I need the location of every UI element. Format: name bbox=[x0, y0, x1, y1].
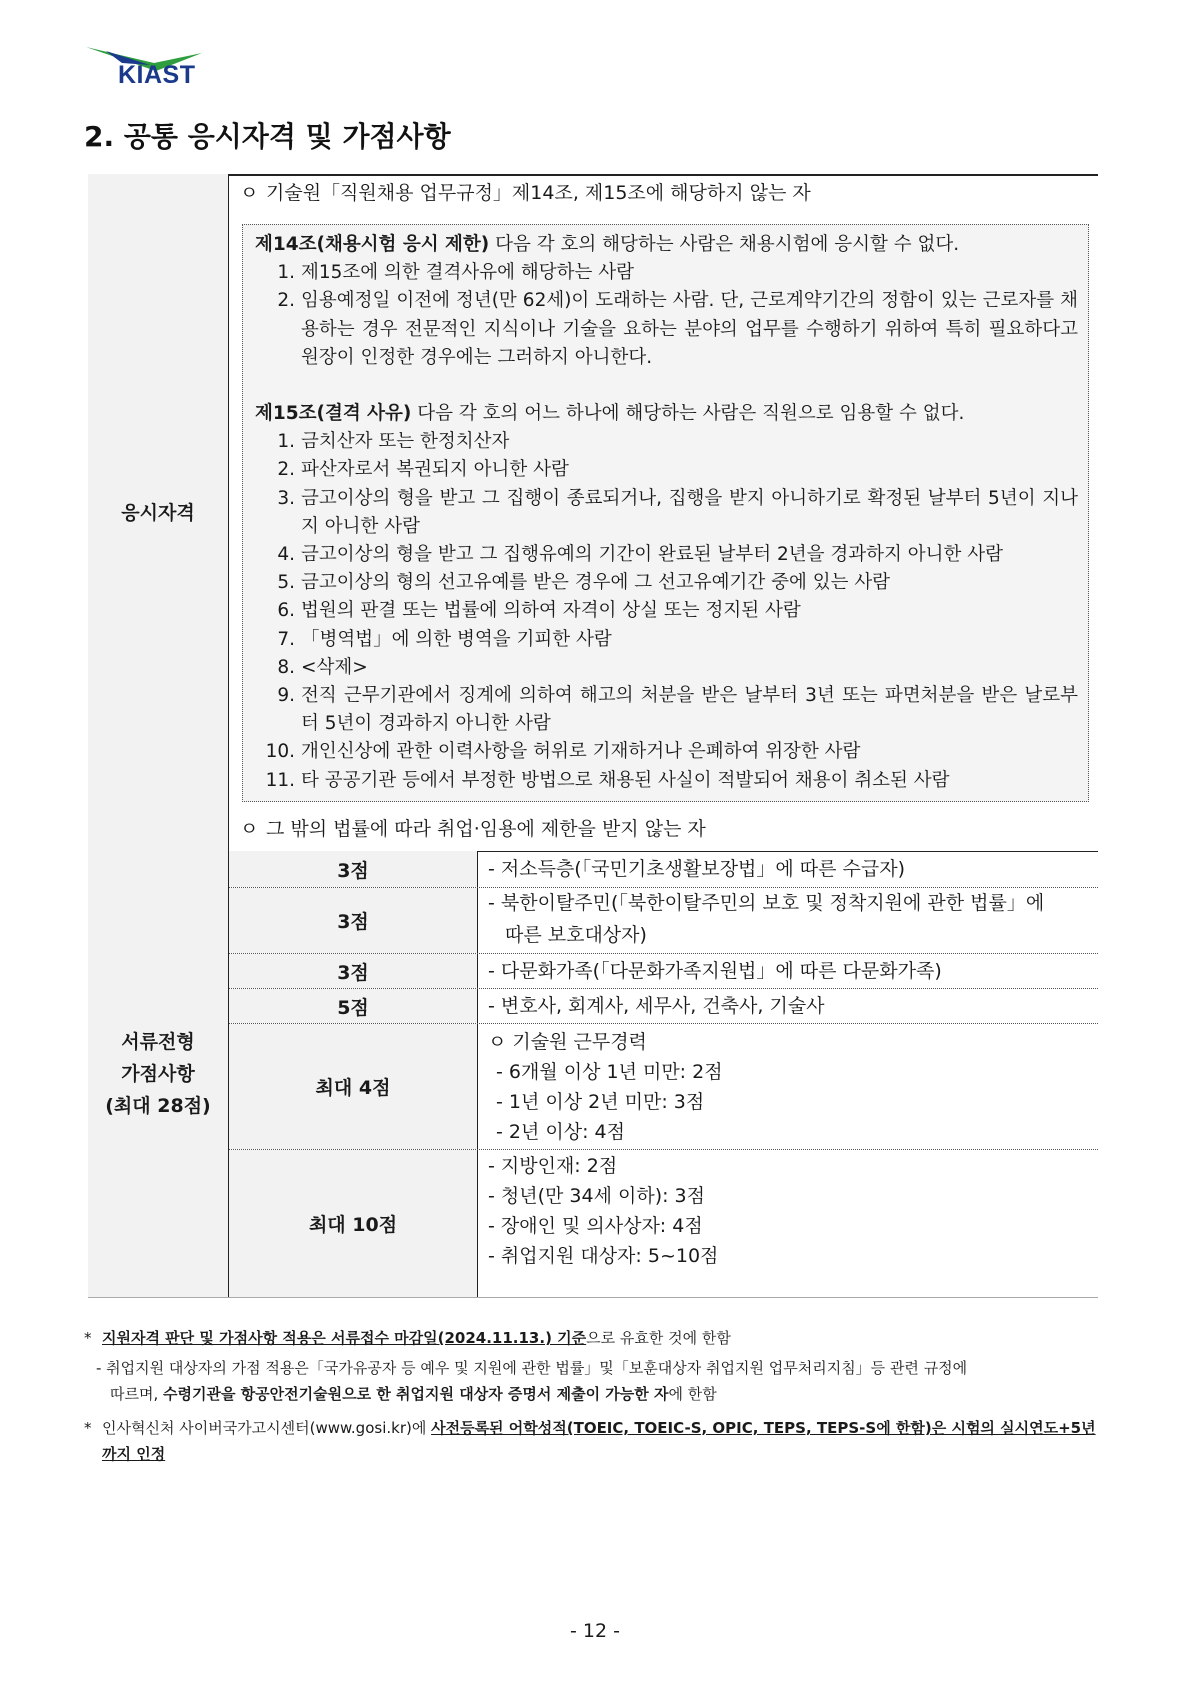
article-15-intro: 다음 각 호의 어느 하나에 해당하는 사람은 직원으로 임용할 수 없다. bbox=[411, 403, 965, 425]
description-line: - 2년 이상: 4점 bbox=[496, 1121, 625, 1143]
article-14-intro: 다음 각 호의 해당하는 사람은 채용시험에 응시할 수 없다. bbox=[489, 234, 960, 255]
list-item bbox=[255, 428, 1078, 456]
item-number: 1. bbox=[277, 262, 295, 284]
article-14-title: 제14조(채용시험 응시 제한) bbox=[255, 234, 490, 255]
points-cell: 3점 bbox=[229, 954, 478, 988]
circle-bullet-icon: ㅇ bbox=[240, 818, 259, 840]
item-number: 11. bbox=[265, 769, 295, 791]
item-text: 파산자로서 복권되지 아니한 사람 bbox=[301, 459, 569, 481]
circle-bullet-icon: ㅇ bbox=[240, 182, 259, 204]
footnote-text: 으로 유효한 것에 한함 bbox=[586, 1329, 731, 1347]
description-line: - 저소득층(「국민기초생활보장법」에 따른 수급자) bbox=[488, 858, 906, 880]
item-text: 금치산자 또는 한정치산자 bbox=[301, 431, 510, 453]
footnote-emphasis: 까지 인정 bbox=[102, 1445, 166, 1463]
list-item bbox=[255, 682, 1078, 738]
article-15-items bbox=[255, 428, 1078, 795]
footnote-marker: * bbox=[84, 1329, 92, 1347]
item-number: 4. bbox=[277, 544, 295, 566]
list-item bbox=[255, 626, 1078, 654]
footnote-text: 따르며, bbox=[110, 1385, 164, 1403]
list-item bbox=[255, 738, 1078, 766]
points-cell: 5점 bbox=[229, 989, 478, 1023]
description-line: - 지방인재: 2점 bbox=[488, 1155, 618, 1177]
item-number: 1. bbox=[277, 431, 295, 453]
footnote-text: 인사혁신처 사이버국가고시센터(www.gosi.kr)에 bbox=[102, 1419, 432, 1437]
bonus-description bbox=[488, 1027, 1088, 1147]
description-line: - 취업지원 대상자: 5~10점 bbox=[488, 1245, 719, 1267]
footnote-2-cont bbox=[84, 1381, 1114, 1407]
item-number: 2. bbox=[277, 459, 295, 481]
item-number: 3. bbox=[277, 487, 295, 509]
item-number: 7. bbox=[277, 628, 295, 650]
description-line: - 북한이탈주민(「북한이탈주민의 보호 및 정착지원에 관한 법률」에 bbox=[488, 892, 1045, 914]
bonus-label-line: (최대 28점) bbox=[105, 1095, 211, 1117]
description-line: - 변호사, 회계사, 세무사, 건축사, 기술사 bbox=[488, 995, 825, 1017]
item-number: 9. bbox=[277, 685, 295, 707]
footnote-marker: * bbox=[84, 1419, 92, 1437]
bonus-label bbox=[88, 851, 229, 1297]
footnote-2 bbox=[84, 1355, 1114, 1381]
article-14-items bbox=[255, 259, 1078, 372]
item-text: 금고이상의 형의 선고유예를 받은 경우에 그 선고유예기간 중에 있는 사람 bbox=[301, 572, 891, 594]
list-item bbox=[255, 287, 1078, 372]
list-item bbox=[255, 259, 1078, 287]
item-text: <삭제> bbox=[301, 656, 368, 678]
item-text: 금고이상의 형을 받고 그 집행유예의 기간이 완료된 날부터 2년을 경과하지 아니한 사람 bbox=[301, 544, 1003, 566]
bonus-description bbox=[488, 853, 1088, 885]
item-number: 6. bbox=[277, 600, 295, 622]
description-line: - 장애인 및 의사상자: 4점 bbox=[488, 1215, 703, 1237]
item-text: 개인신상에 관한 이력사항을 허위로 기재하거나 은폐하여 위장한 사람 bbox=[301, 741, 861, 763]
list-item bbox=[255, 597, 1078, 625]
item-number: 5. bbox=[277, 572, 295, 594]
footnote-3 bbox=[84, 1415, 1114, 1441]
footnote-emphasis: 수령기관을 항공안전기술원으로 한 취업지원 대상자 증명서 제출이 가능한 자 bbox=[163, 1385, 669, 1403]
points-cell: 최대 4점 bbox=[229, 1024, 478, 1149]
item-text: 전직 근무기관에서 징계에 의하여 해고의 처분을 받은 날부터 3년 또는 파면처분을 받은 날로부터 5년이 경과하지 아니한 사람 bbox=[301, 685, 1078, 735]
list-item bbox=[255, 654, 1078, 682]
footnote-emphasis: 사전등록된 어학성적(TOEIC, TOEIC-S, OPIC, TEPS, TEPS-S에 한함)은 시험의 실시연도+5년 bbox=[431, 1419, 1096, 1437]
footnote-1 bbox=[84, 1325, 1114, 1351]
article-14-heading bbox=[255, 231, 1078, 259]
footnote-3-cont bbox=[84, 1441, 1114, 1467]
bonus-label-line: 가점사항 bbox=[121, 1063, 195, 1085]
description-line: 따른 보호대상자) bbox=[505, 924, 647, 946]
item-number: 2. bbox=[277, 290, 295, 312]
item-text: 법원의 판결 또는 법률에 의하여 자격이 상실 또는 정지된 사람 bbox=[301, 600, 801, 622]
bullet-text: 기술원「직원채용 업무규정」제14조, 제15조에 해당하지 않는 자 bbox=[266, 182, 811, 204]
item-text: 금고이상의 형을 받고 그 집행이 종료되거나, 집행을 받지 아니하기로 확정된 날부터 5년이 지나지 아니한 사람 bbox=[301, 487, 1078, 537]
regulation-excerpt-box bbox=[242, 224, 1089, 802]
article-15-heading bbox=[255, 400, 1078, 428]
description-line: - 1년 이상 2년 미만: 3점 bbox=[496, 1091, 705, 1113]
list-item bbox=[255, 485, 1078, 541]
qualification-section bbox=[88, 174, 1098, 851]
bullet-text: 그 밖의 법률에 따라 취업·임용에 제한을 받지 않는 자 bbox=[266, 818, 706, 840]
qualification-bullet-2 bbox=[240, 816, 706, 842]
footnote-text: - 취업지원 대상자의 가점 적용은「국가유공자 등 예우 및 지원에 관한 법률」및「보훈대상자 취업지원 업무처리지침」등 관련 규정에 bbox=[96, 1359, 968, 1377]
list-item bbox=[255, 541, 1078, 569]
bonus-description bbox=[488, 1151, 1088, 1271]
item-text: 「병역법」에 의한 병역을 기피한 사람 bbox=[301, 628, 612, 650]
bonus-section bbox=[88, 851, 1098, 1297]
description-line: ㅇ 기술원 근무경력 bbox=[488, 1031, 647, 1053]
bonus-description bbox=[488, 955, 1088, 987]
footnote-text: 에 한함 bbox=[668, 1385, 717, 1403]
section-title: 2. 공통 응시자격 및 가점사항 bbox=[84, 120, 451, 153]
points-cell: 3점 bbox=[229, 851, 478, 887]
points-cell: 3점 bbox=[229, 888, 478, 953]
list-item bbox=[255, 767, 1078, 795]
list-item bbox=[255, 456, 1078, 484]
item-text: 타 공공기관 등에서 부정한 방법으로 채용된 사실이 적발되어 채용이 취소된 사람 bbox=[301, 769, 950, 791]
item-number: 10. bbox=[265, 741, 295, 763]
item-text: 제15조에 의한 결격사유에 해당하는 사람 bbox=[301, 262, 635, 284]
description-line: - 6개월 이상 1년 미만: 2점 bbox=[496, 1061, 723, 1083]
points-cell: 최대 10점 bbox=[229, 1150, 478, 1297]
list-item bbox=[255, 569, 1078, 597]
table-bottom-border bbox=[88, 1297, 1098, 1298]
description-line: - 청년(만 34세 이하): 3점 bbox=[488, 1185, 705, 1207]
qualification-label: 응시자격 bbox=[88, 174, 229, 851]
kiast-logo: KIAST bbox=[118, 61, 196, 89]
article-15-title: 제15조(결격 사유) bbox=[255, 403, 412, 425]
bonus-label-line: 서류전형 bbox=[121, 1031, 195, 1053]
qualification-bullet-1 bbox=[240, 180, 811, 206]
bonus-description bbox=[488, 887, 1088, 951]
item-text: 임용예정일 이전에 정년(만 62세)이 도래하는 사람. 단, 근로계약기간의 정함이 있는 근로자를 채용하는 경우 전문적인 지식이나 기술을 요하는 분야의 업무를 수행하기 위하여 특히 필요하다고 원장이 인정한 경우에는 그러하지 아니한다. bbox=[301, 290, 1078, 368]
bonus-description bbox=[488, 990, 1088, 1022]
description-line: - 다문화가족(「다문화가족지원법」에 따른 다문화가족) bbox=[488, 960, 942, 982]
item-number: 8. bbox=[277, 656, 295, 678]
footnotes bbox=[84, 1325, 1114, 1467]
page-number: - 12 - bbox=[570, 1620, 620, 1642]
footnote-emphasis: 지원자격 판단 및 가점사항 적용은 서류접수 마감일(2024.11.13.) 기준 bbox=[102, 1329, 587, 1347]
